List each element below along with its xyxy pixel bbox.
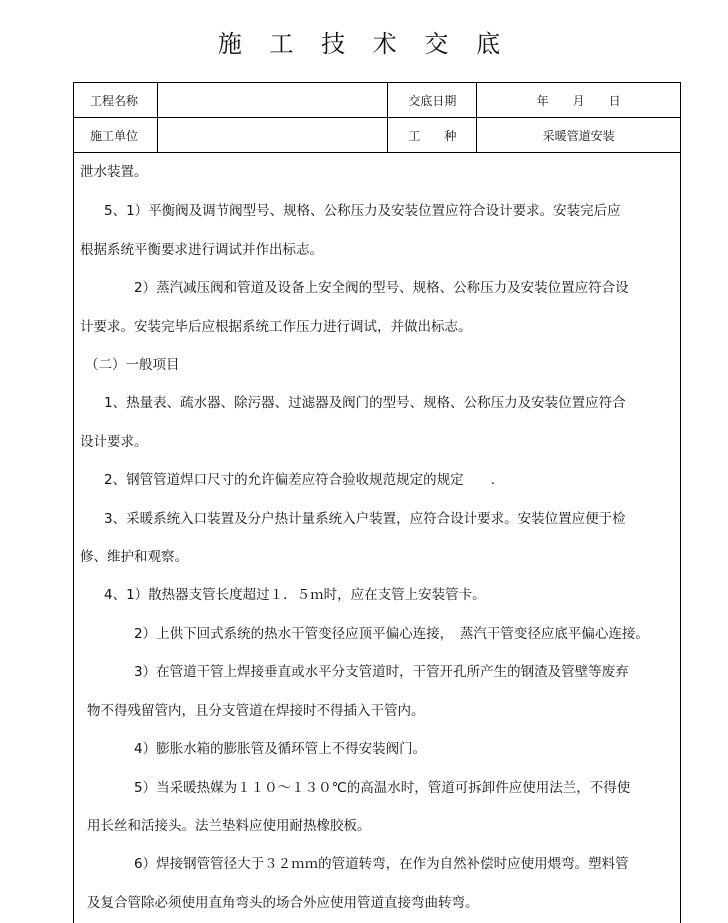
work-type-value: 采暖管道安装 bbox=[477, 118, 681, 153]
construction-unit-label: 施工单位 bbox=[74, 118, 158, 153]
date-label: 交底日期 bbox=[388, 83, 477, 118]
text-line: 设计要求。 bbox=[80, 434, 148, 450]
text-line: 2、钢管管道焊口尺寸的允许偏差应符合验收规范规定的规定 . bbox=[104, 472, 495, 488]
text-line: 物不得残留管内，且分支管道在焊接时不得插入干管内。 bbox=[87, 703, 425, 719]
text-line: 3、采暖系统入口装置及分户热计量系统入户装置，应符合设计要求。安装位置应便于检 bbox=[104, 511, 626, 527]
text-line: 计要求。安装完毕后应根据系统工作压力进行调试，并做出标志。 bbox=[80, 319, 472, 335]
text-line: 及复合管除必须使用直角弯头的场合外应使用管道直接弯曲转弯。 bbox=[87, 895, 479, 911]
text-line: （二）一般项目 bbox=[85, 357, 180, 373]
project-name-value bbox=[157, 83, 388, 118]
document-title: 施 工 技 术 交 底 bbox=[217, 30, 511, 58]
text-line: 根据系统平衡要求进行调试并作出标志。 bbox=[80, 242, 323, 258]
text-line: 5、1）平衡阀及调节阀型号、规格、公称压力及安装位置应符合设计要求。安装完后应 bbox=[104, 203, 621, 219]
text-line: 6）焊接钢管管径大于３２ｍｍ的管道转弯，在作为自然补偿时应使用煨弯。塑料管 bbox=[134, 856, 629, 872]
date-value: 年 月 日 bbox=[477, 83, 681, 118]
text-line: 修、维护和观察。 bbox=[80, 549, 188, 565]
text-line: 3）在管道干管上焊接垂直或水平分支管道时，干管开孔所产生的钢渣及管壁等废弃 bbox=[134, 664, 629, 680]
header-row-1 bbox=[74, 83, 681, 118]
text-line: 1、热量表、疏水器、除污器、过滤器及阀门的型号、规格、公称压力及安装位置应符合 bbox=[104, 395, 626, 411]
text-line: 4、1）散热器支管长度超过１．５ｍ时，应在支管上安装管卡。 bbox=[104, 587, 486, 603]
header-row-2 bbox=[74, 118, 681, 153]
text-line: 2）蒸汽减压阀和管道及设备上安全阀的型号、规格、公称压力及安装位置应符合设 bbox=[134, 280, 629, 296]
text-line: 2）上供下回式系统的热水干管变径应顶平偏心连接， 蒸汽干管变径应底平偏心连接。 bbox=[134, 626, 649, 642]
text-line: 4）膨胀水箱的膨胀管及循环管上不得安装阀门。 bbox=[134, 741, 427, 757]
text-line: 泄水装置。 bbox=[80, 164, 148, 180]
text-line: 用长丝和活接头。法兰垫料应使用耐热橡胶板。 bbox=[87, 818, 371, 834]
text-line: 5）当采暖热媒为１１０～１３０℃的高温水时，管道可拆卸件应使用法兰，不得使 bbox=[134, 780, 631, 796]
header-table bbox=[73, 82, 681, 153]
project-name-label: 工程名称 bbox=[74, 83, 158, 118]
construction-unit-value bbox=[157, 118, 388, 153]
work-type-label: 工 种 bbox=[388, 118, 477, 153]
